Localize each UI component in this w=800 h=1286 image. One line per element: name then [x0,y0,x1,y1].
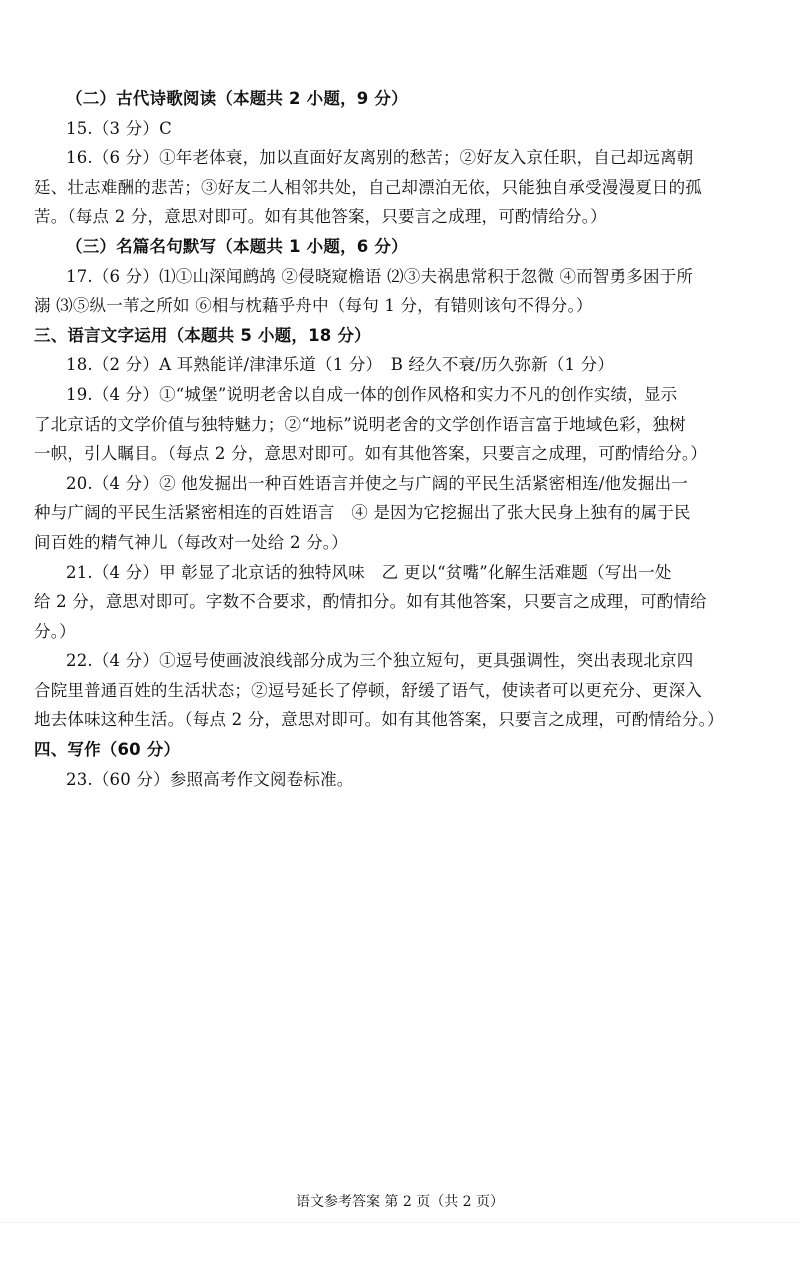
section-heading-famous-lines: （三）名篇名句默写（本题共 1 小题，6 分） [66,236,408,256]
answer-q22-line-1: 22.（4 分）①逗号使画波浪线部分成为三个独立短句，更具强调性，突出表现北京四 [66,651,694,671]
answer-q15: 15.（3 分）C [66,118,172,138]
page-footer: 语文参考答案 第 2 页（共 2 页） [295,1194,505,1210]
answer-q17-line-1: 17.（6 分）⑴①山深闻鹧鸪 ②侵晓窥檐语 ⑵③夫祸患常积于忽微 ④而智勇多困于所 [66,266,694,286]
answer-q16-line-3: 苦。（每点 2 分，意思对即可。如有其他答案，只要言之成理，可酌情给分。） [34,207,607,227]
footer-divider [0,1222,800,1223]
section-heading-language: 三、语言文字运用（本题共 5 小题，18 分） [34,325,371,345]
answer-content [34,84,769,794]
answer-q20-line-2: 种与广阔的平民生活紧密相连的百姓语言 ④ 是因为它挖掘出了张大民身上独有的属于民 [34,503,691,523]
answer-q21-line-1: 21.（4 分）甲 彰显了北京话的独特风味 乙 更以“贫嘴”化解生活难题（写出一处 [66,562,672,582]
answer-q23: 23.（60 分）参照高考作文阅卷标准。 [66,769,354,789]
section-heading-poetry: （二）古代诗歌阅读（本题共 2 小题，9 分） [66,89,408,108]
answer-q21-line-3: 分。） [34,621,76,641]
section-heading-writing: 四、写作（60 分） [34,740,181,760]
answer-q19-line-1: 19.（4 分）①“城堡”说明老舍以自成一体的创作风格和实力不凡的创作实绩，显示 [66,384,678,404]
answer-q20-line-3: 间百姓的精气神儿（每改对一处给 2 分。） [34,532,348,552]
answer-q18: 18.（2 分）A 耳熟能详/津津乐道（1 分） B 经久不衰/历久弥新（1 分） [66,355,615,375]
answer-q22-line-2: 合院里普通百姓的生活状态；②逗号延长了停顿，舒缓了语气，使读者可以更充分、更深入 [34,680,702,700]
answer-q21-line-2: 给 2 分，意思对即可。字数不合要求，酌情扣分。如有其他答案，只要言之成理，可酌情给 [34,592,707,612]
answer-q22-line-3: 地去体味这种生活。（每点 2 分，意思对即可。如有其他答案，只要言之成理，可酌情给分。） [34,710,724,730]
answer-q16-line-1: 16.（6 分）①年老体衰，加以直面好友离别的愁苦；②好友入京任职，自己却远离朝 [66,148,694,168]
answer-q17-line-2: 溺 ⑶⑤纵一苇之所如 ⑥相与枕藉乎舟中（每句 1 分，有错则该句不得分。） [34,296,593,316]
answer-q16-line-2: 廷、壮志难酬的悲苦；③好友二人相邻共处，自己却漂泊无依，只能独自承受漫漫夏日的孤 [34,177,702,197]
answer-q20-line-1: 20.（4 分）② 他发掘出一种百姓语言并使之与广阔的平民生活紧密相连/他发掘出一 [66,473,688,493]
answer-q19-line-3: 一帜，引人瞩目。（每点 2 分，意思对即可。如有其他答案，只要言之成理，可酌情给分。） [34,444,708,464]
answer-q19-line-2: 了北京话的文学价值与独特魅力；②“地标”说明老舍的文学创作语言富于地域色彩，独树 [34,414,686,434]
